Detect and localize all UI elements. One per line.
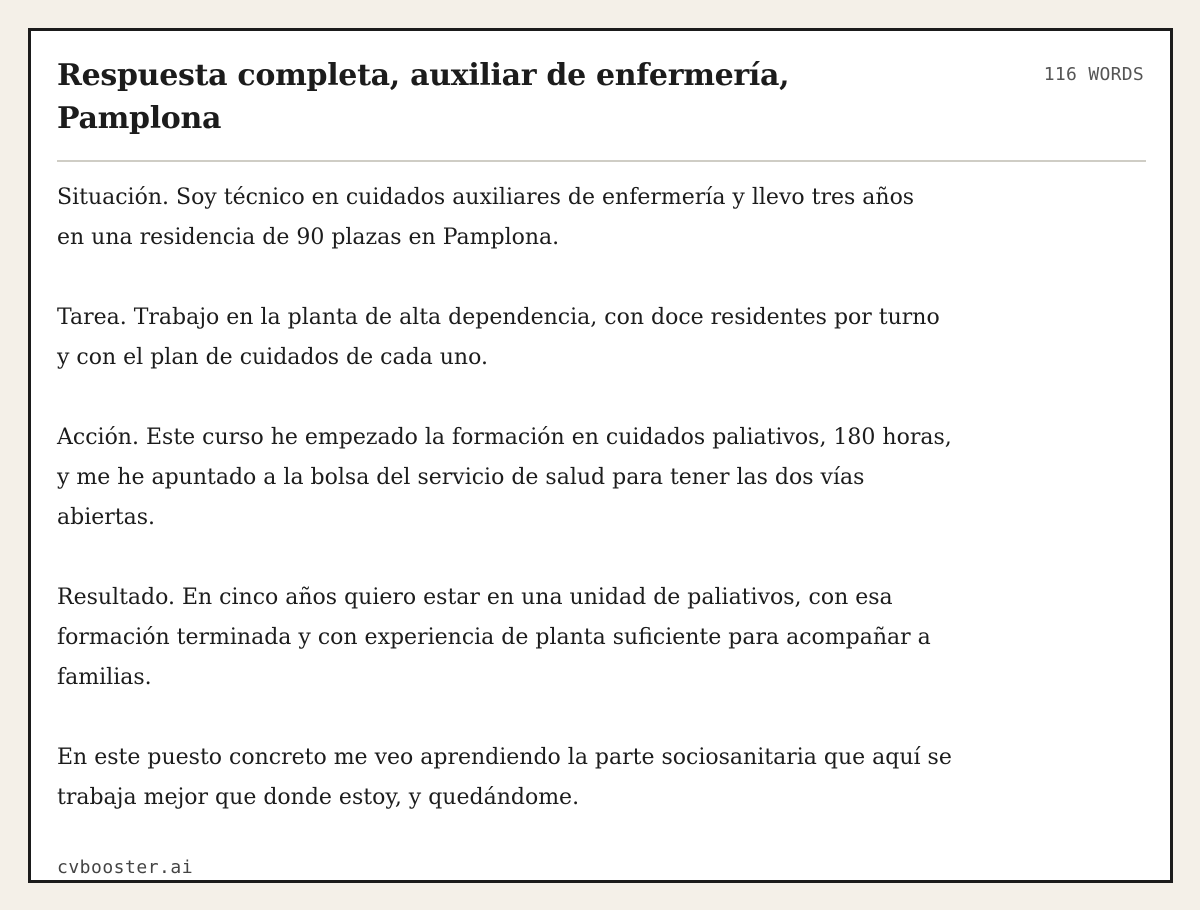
page-title: Respuesta completa, auxiliar de enfermería, Pamplona [57,58,790,136]
paragraph-accion: Acción. Este curso he empezado la formación en cuidados paliativos, 180 horas, y me he apuntado a la bolsa del servicio de salud para tener las dos vías abiertas. [57,425,952,530]
brand-footer: cvbooster.ai [57,857,194,878]
answer-card [28,28,1173,883]
divider [57,160,1146,162]
paragraph-situacion: Situación. Soy técnico en cuidados auxiliares de enfermería y llevo tres años en una residencia de 90 plazas en Pamplona. [57,185,915,250]
word-count-label: 116 WORDS [1043,64,1144,85]
paragraph-tarea: Tarea. Trabajo en la planta de alta dependencia, con doce residentes por turno y con el plan de cuidados de cada uno. [57,305,940,370]
answer-body [57,178,1047,818]
paragraph-resultado: Resultado. En cinco años quiero estar en una unidad de paliativos, con esa formación terminada y con experiencia de planta suficiente para acompañar a familias. [57,585,931,690]
paragraph-closing: En este puesto concreto me veo aprendiendo la parte sociosanitaria que aquí se trabaja mejor que donde estoy, y quedándome. [57,745,952,810]
